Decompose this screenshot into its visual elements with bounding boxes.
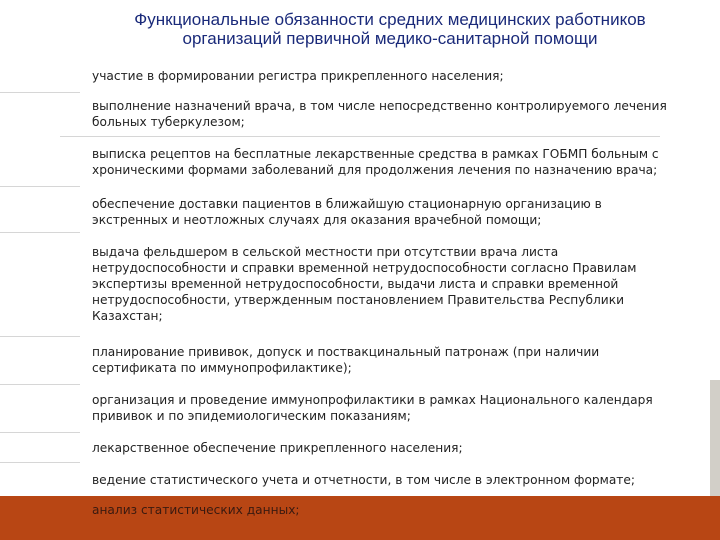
slide-title-line-1: Функциональные обязанности средних медицинских работников — [134, 10, 646, 29]
separator-line — [0, 186, 80, 187]
list-item: ведение статистического учета и отчетности, в том числе в электронном формате; — [92, 473, 636, 487]
separator-line — [0, 462, 80, 463]
separator-line — [0, 432, 80, 433]
list-item: анализ статистических данных; — [92, 503, 300, 517]
separator-line — [60, 136, 660, 137]
list-item: организация и проведение иммунопрофилактики в рамках Национального календаря прививок и по эпидемиологическим показаниям; — [92, 393, 653, 423]
slide-title — [60, 10, 720, 48]
list-item: выдача фельдшером в сельской местности при отсутствии врача листа нетрудоспособности и справки временной нетрудоспособности согласно Правилам экспертизы временной нетрудоспособности, выдачи листа и справки временной нетрудоспособности, утвержденным постановлением Правительства Республики Казахстан; — [92, 245, 637, 323]
slide-title-line-2: организаций первичной медико-санитарной помощи — [182, 29, 598, 48]
separator-line — [0, 92, 80, 93]
list-item: планирование прививок, допуск и поствакцинальный патронаж (при наличии сертификата по иммунопрофилактике); — [92, 345, 600, 375]
separator-line — [0, 336, 80, 337]
separator-line — [0, 232, 80, 233]
list-item: лекарственное обеспечение прикрепленного населения; — [92, 441, 463, 455]
list-item: участие в формировании регистра прикрепленного населения; — [92, 69, 504, 83]
separator-line — [0, 384, 80, 385]
list-item: выполнение назначений врача, в том числе непосредственно контролируемого лечения больных туберкулезом; — [92, 99, 667, 129]
list-item: обеспечение доставки пациентов в ближайшую стационарную организацию в экстренных и неотложных случаях для оказания врачебной помощи; — [92, 197, 602, 227]
list-item: выписка рецептов на бесплатные лекарственные средства в рамках ГОБМП больным с хроническими формами заболеваний для продолжения лечения по назначению врача; — [92, 147, 659, 177]
